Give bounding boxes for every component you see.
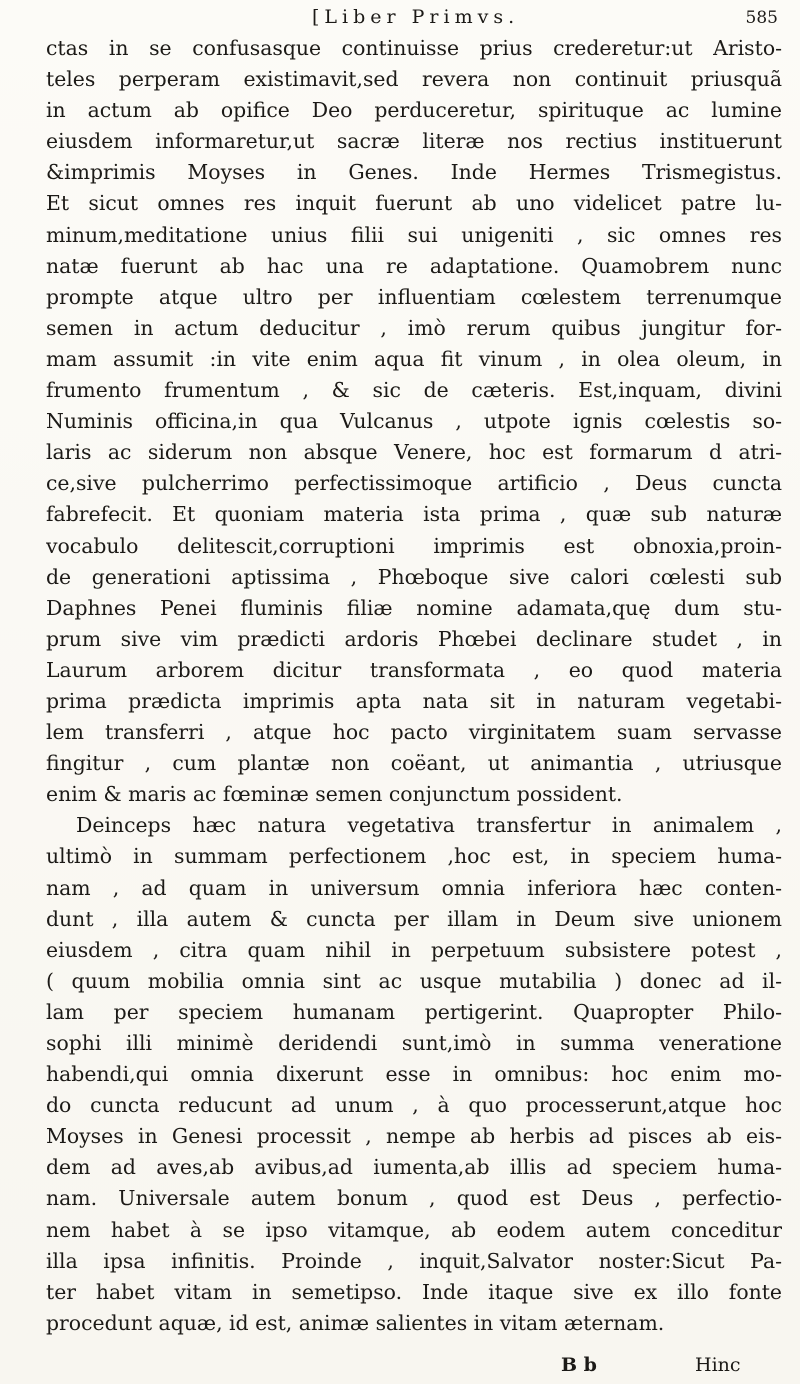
body-text	[46, 33, 782, 1339]
text-line: nam , ad quam in universum omnia inferiora hæc conten-	[46, 875, 782, 900]
page-footer	[0, 1354, 800, 1380]
text-line: laris ac siderum non absque Venere, hoc est formarum d atri-	[46, 440, 782, 465]
text-line: in actum ab opifice Deo perduceretur, spirituque ac lumine	[46, 98, 782, 123]
text-line: prompte atque ultro per influentiam cœlestem terrenumque	[46, 284, 782, 309]
catchword: Hinc	[695, 1354, 741, 1376]
text-line: Et sicut omnes res inquit fuerunt ab uno videlicet patre lu-	[46, 191, 782, 216]
signature-mark: B b	[561, 1354, 597, 1376]
text-line: eiusdem informaretur,ut sacræ literæ nos rectius instituerunt	[46, 129, 782, 154]
text-line: frumento frumentum , & sic de cæteris. Est,inquam, divini	[46, 378, 782, 403]
text-line: semen in actum deducitur , imò rerum quibus jungitur for-	[46, 315, 782, 340]
text-line: lam per speciem humanam pertigerint. Quapropter Philo-	[46, 999, 782, 1024]
text-line: habendi,qui omnia dixerunt esse in omnibus: hoc enim mo-	[46, 1062, 782, 1087]
text-line: Moyses in Genesi processit , nempe ab herbis ad pisces ab eis-	[46, 1124, 782, 1149]
text-line: Laurum arborem dicitur transformata , eo quod materia	[46, 657, 782, 682]
page-number: 585	[745, 8, 778, 28]
text-line: nam. Universale autem bonum , quod est Deus , perfectio-	[46, 1186, 782, 1211]
text-line: Daphnes Penei fluminis filiæ nomine adamata,quę dum stu-	[46, 595, 782, 620]
text-line: Numinis officina,in qua Vulcanus , utpote ignis cœlestis so-	[46, 409, 782, 434]
text-line: minum,meditatione unius filii sui unigeniti , sic omnes res	[46, 222, 782, 247]
text-line: eiusdem , citra quam nihil in perpetuum subsistere potest ,	[46, 937, 782, 962]
text-line: do cuncta reducunt ad unum , à quo processerunt,atque hoc	[46, 1093, 782, 1118]
text-line: illa ipsa infinitis. Proinde , inquit,Salvator noster:Sicut Pa-	[46, 1248, 782, 1273]
text-line: vocabulo delitescit,corruptioni imprimis est obnoxia,proin-	[46, 533, 782, 558]
text-line: prima prædicta imprimis apta nata sit in naturam vegetabi-	[46, 688, 782, 713]
text-line: de generationi aptissima , Phœboque sive calori cœlesti sub	[46, 564, 782, 589]
text-line: dunt , illa autem & cuncta per illam in Deum sive unionem	[46, 906, 782, 931]
text-line: ultimò in summam perfectionem ,hoc est, in speciem huma-	[46, 844, 782, 869]
running-title: [Liber Primvs.	[312, 6, 520, 28]
text-line: natæ fuerunt ab hac una re adaptatione. Quamobrem nunc	[46, 253, 782, 278]
text-line: dem ad aves,ab avibus,ad iumenta,ab illis ad speciem huma-	[46, 1155, 782, 1180]
text-line: ( quum mobilia omnia sint ac usque mutabilia ) donec ad il-	[46, 968, 782, 993]
running-head	[0, 6, 800, 32]
text-line: teles perperam existimavit,sed revera non continuit priusquã	[46, 67, 782, 92]
text-line: sophi illi minimè deridendi sunt,imò in summa veneratione	[46, 1031, 782, 1055]
text-line: nem habet à se ipso vitamque, ab eodem autem conceditur	[46, 1217, 782, 1242]
text-line: &imprimis Moyses in Genes. Inde Hermes Trismegistus.	[46, 160, 782, 185]
text-line: fingitur , cum plantæ non coëant, ut animantia , utriusque	[46, 751, 782, 776]
text-line: enim & maris ac fœminæ semen conjunctum possident.	[46, 782, 623, 807]
text-line: mam assumit :in vite enim aqua fit vinum , in olea oleum, in	[46, 346, 782, 371]
text-line: ctas in se confusasque continuisse prius crederetur:ut Aristo-	[46, 36, 782, 60]
text-line: ce,sive pulcherrimo perfectissimoque artificio , Deus cuncta	[46, 471, 782, 496]
text-line: lem transferri , atque hoc pacto virginitatem suam servasse	[46, 720, 782, 745]
text-line: ter habet vitam in semetipso. Inde itaque sive ex illo fonte	[46, 1279, 782, 1304]
text-line: prum sive vim prædicti ardoris Phœbei declinare studet , in	[46, 626, 782, 651]
text-line: procedunt aquæ, id est, animæ salientes in vitam æternam.	[46, 1310, 665, 1335]
text-line: Deinceps hæc natura vegetativa transfertur in animalem ,	[76, 813, 782, 838]
text-line: fabrefecit. Et quoniam materia ista prima , quæ sub naturæ	[46, 502, 782, 527]
